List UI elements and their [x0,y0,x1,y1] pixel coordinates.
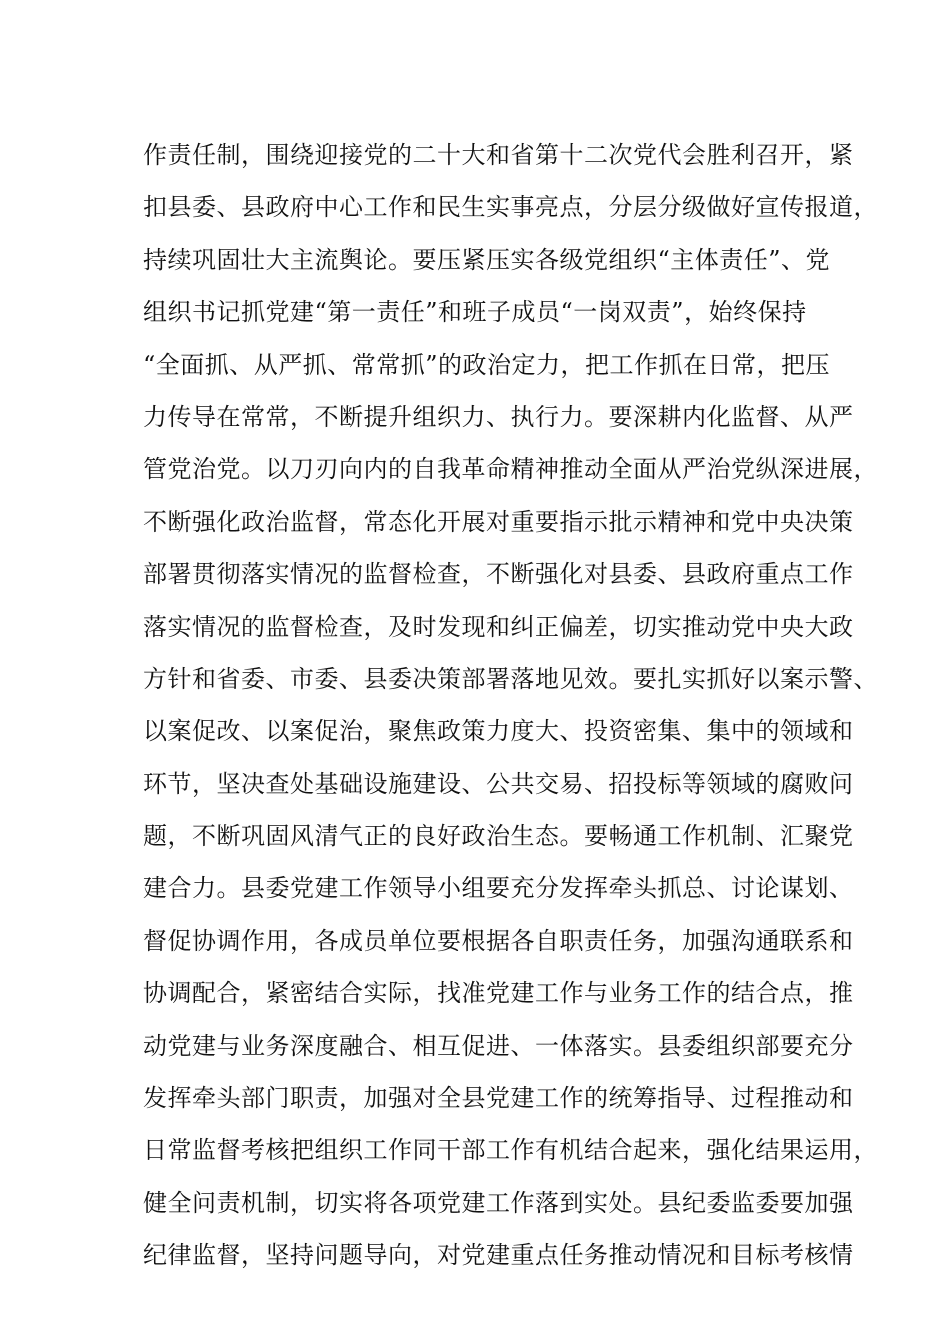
text-line: 建合力。县委党建工作领导小组要充分发挥牵头抓总、讨论谋划、 [143,874,854,903]
text-line: 力传导在常常，不断提升组织力、执行力。要深耕内化监督、从严 [143,402,854,431]
text-line: 作责任制，围绕迎接党的二十大和省第十二次党代会胜利召开，紧 [143,141,854,169]
text-line: 扣县委、县政府中心工作和民生实事亮点，分层分级做好宣传报道， [143,193,878,222]
text-line: 持续巩固壮大主流舆论。要压紧压实各级党组织“主体责任”、党 [143,245,831,274]
text-line: 部署贯彻落实情况的监督检查，不断强化对县委、县政府重点工作 [143,560,854,589]
text-line: 督促协调作用，各成员单位要根据各自职责任务，加强沟通联系和 [143,926,854,955]
text-line: 题，不断巩固风清气正的良好政治生态。要畅通工作机制、汇聚党 [143,822,854,851]
text-line: 组织书记抓党建“第一责任”和班子成员“一岗双责”，始终保持 [143,298,807,327]
text-line: 日常监督考核把组织工作同干部工作有机结合起来，强化结果运用， [143,1136,878,1165]
text-line: 落实情况的监督检查，及时发现和纠正偏差，切实推动党中央大政 [143,612,854,641]
text-line: 发挥牵头部门职责，加强对全县党建工作的统筹指导、过程推动和 [143,1084,854,1113]
text-line: 管党治党。以刀刃向内的自我革命精神推动全面从严治党纵深进展， [143,455,878,484]
text-line: 纪律监督，坚持问题导向，对党建重点任务推动情况和目标考核情 [143,1241,854,1270]
text-line: “全面抓、从严抓、常常抓”的政治定力，把工作抓在日常，把压 [143,350,831,379]
text-line: 方针和省委、市委、县委决策部署落地见效。要扎实抓好以案示警、 [143,664,878,693]
text-line: 以案促改、以案促治，聚焦政策力度大、投资密集、集中的领域和 [143,717,854,746]
text-line: 协调配合，紧密结合实际，找准党建工作与业务工作的结合点，推 [143,979,854,1008]
text-line: 环节，坚决查处基础设施建设、公共交易、招投标等领域的腐败问 [143,769,854,798]
body-text [143,129,878,1282]
text-line: 健全问责机制，切实将各项党建工作落到实处。县纪委监委要加强 [143,1188,854,1217]
text-line: 动党建与业务深度融合、相互促进、一体落实。县委组织部要充分 [143,1031,854,1060]
text-line: 不断强化政治监督，常态化开展对重要指示批示精神和党中央决策 [143,507,854,536]
